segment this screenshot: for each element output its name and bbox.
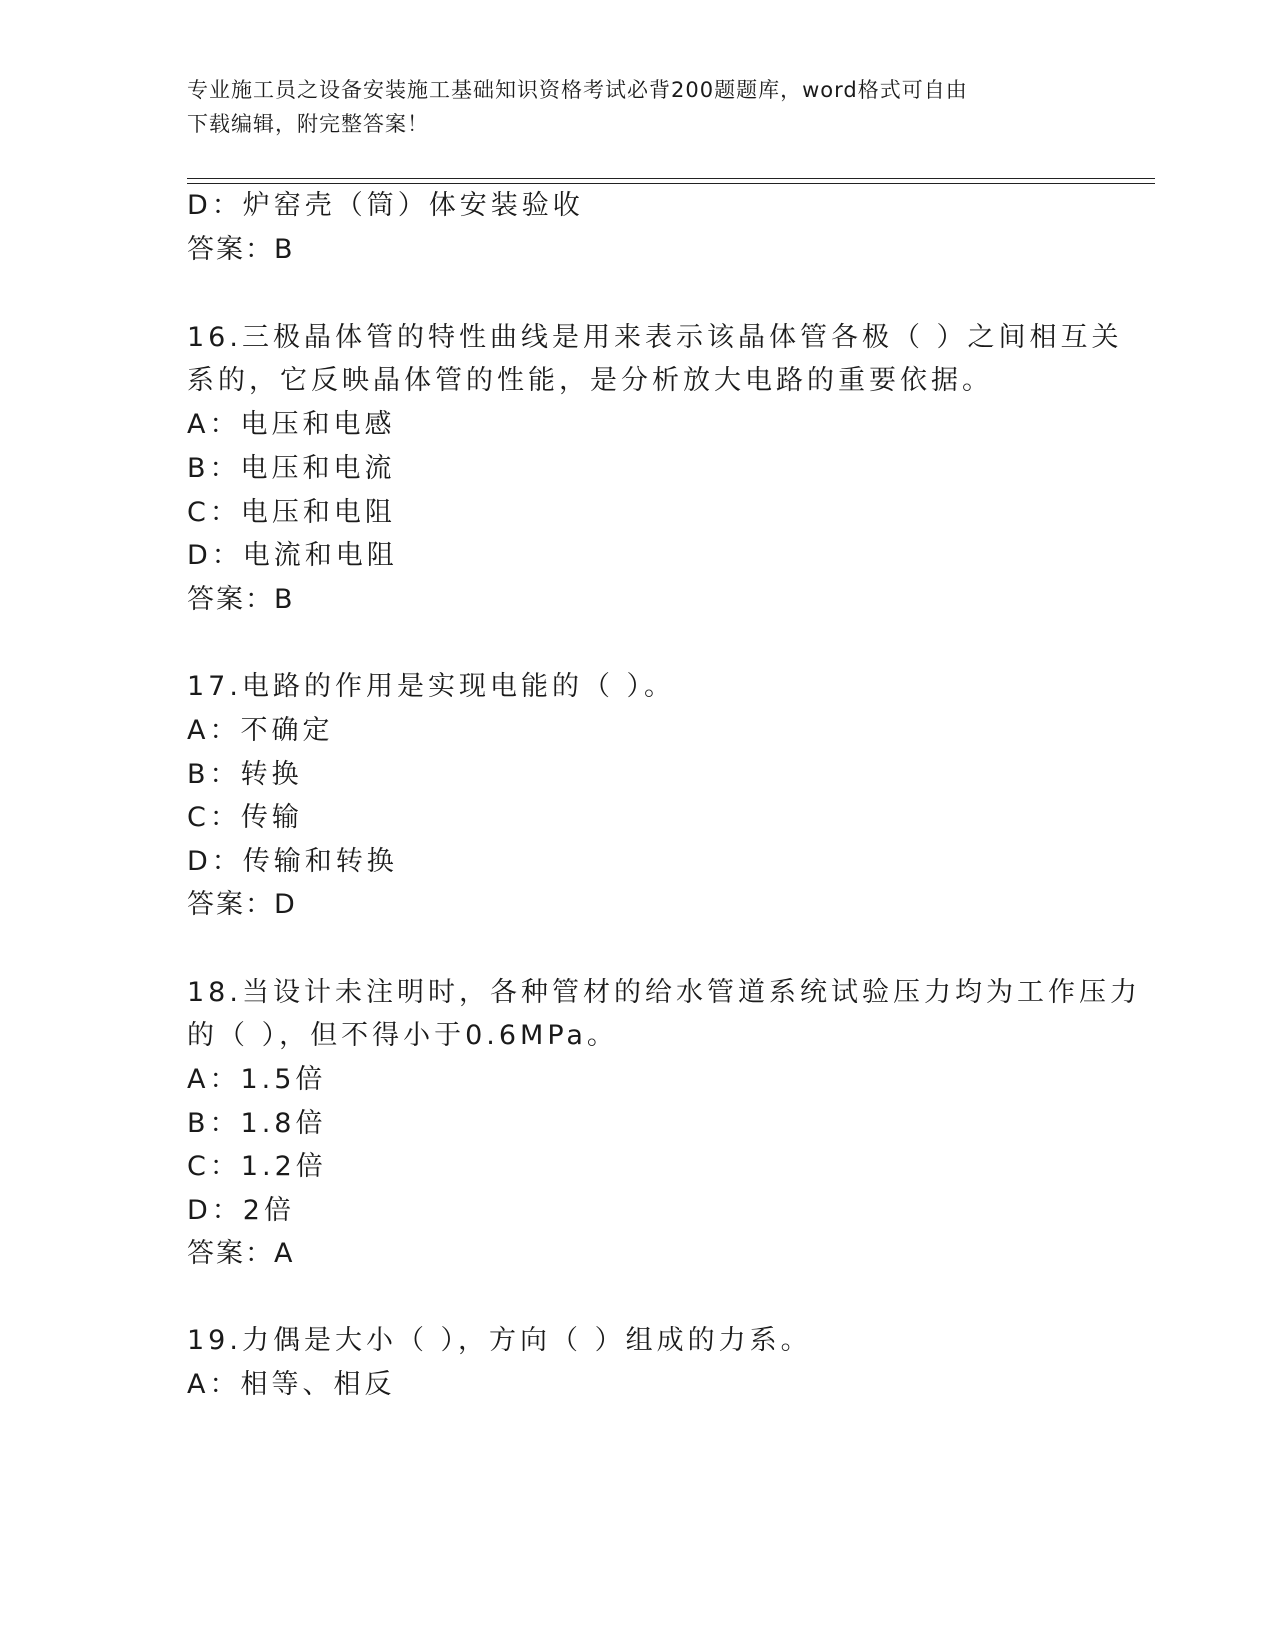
q16-option-b: B：电压和电流	[187, 453, 396, 484]
q16-option-a: A：电压和电感	[187, 409, 396, 440]
q16-stem-line-2: 系的，它反映晶体管的性能，是分析放大电路的重要依据。	[187, 365, 993, 396]
q19-option-a: A：相等、相反	[187, 1369, 396, 1400]
q18-option-a: A：1.5倍	[187, 1064, 327, 1095]
q18-option-d: D：2倍	[187, 1195, 295, 1226]
q18-stem-line-1: 18.当设计未注明时，各种管材的给水管道系统试验压力均为工作压力	[187, 977, 1141, 1008]
document-header	[187, 73, 1087, 141]
q18-option-c: C：1.2倍	[187, 1151, 327, 1182]
q17-answer: 答案：D	[187, 889, 297, 920]
q17-option-b: B：转换	[187, 759, 303, 790]
q19-stem-line-1: 19.力偶是大小（ ），方向（ ）组成的力系。	[187, 1325, 812, 1356]
q16-answer: 答案：B	[187, 584, 295, 615]
q17-stem-line-1: 17.电路的作用是实现电能的（ ）。	[187, 671, 676, 702]
q17-option-d: D：传输和转换	[187, 846, 398, 877]
q16-stem-line-1: 16.三极晶体管的特性曲线是用来表示该晶体管各极（ ）之间相互关	[187, 322, 1123, 353]
q16-option-d: D：电流和电阻	[187, 540, 398, 571]
prev-option-d: D：炉窑壳（筒）体安装验收	[187, 190, 584, 221]
header-divider-top	[187, 178, 1155, 179]
header-divider-bottom	[187, 183, 1155, 184]
q17-option-c: C：传输	[187, 802, 303, 833]
q18-option-b: B：1.8倍	[187, 1108, 327, 1139]
q18-stem-line-2: 的（ ），但不得小于0.6MPa。	[187, 1020, 618, 1051]
prev-answer: 答案：B	[187, 234, 295, 265]
header-line-2: 下载编辑，附完整答案！	[187, 112, 429, 136]
q17-option-a: A：不确定	[187, 715, 334, 746]
q18-answer: 答案：A	[187, 1238, 295, 1269]
header-line-1: 专业施工员之设备安装施工基础知识资格考试必背200题题库，word格式可自由	[187, 78, 968, 102]
q16-option-c: C：电压和电阻	[187, 497, 396, 528]
